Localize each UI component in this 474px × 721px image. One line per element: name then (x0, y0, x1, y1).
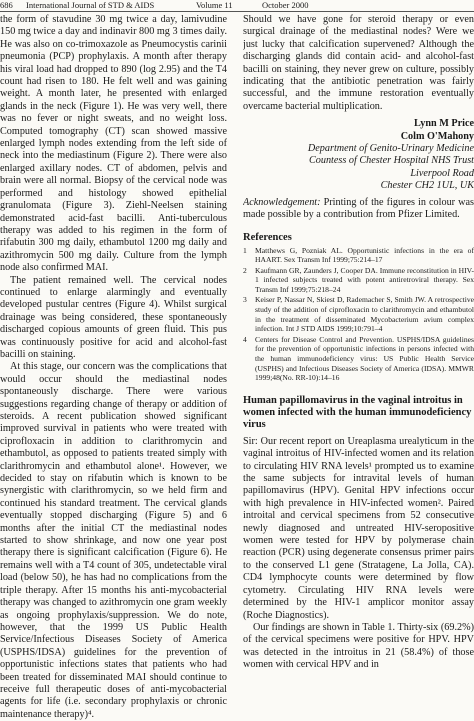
article-title: Human papillomavirus in the vaginal introitus in women infected with the human immunodeficiency virus (243, 394, 472, 430)
reference-item (243, 295, 474, 333)
reference-item (243, 335, 474, 383)
reference-number: 4 (243, 334, 247, 344)
reference-text: Kaufmann GR, Zaunders J, Cooper DA. Immune reconstitution in HIV-1 infected subjects treated with potent antiretroviral therapy. Sex Transm Inf 1999;75:218–24 (255, 265, 474, 294)
author-hospital: Countess of Chester Hospital NHS Trust (308, 155, 474, 167)
acknowledgement (243, 197, 474, 222)
author-department: Department of Genito-Urinary Medicine (307, 143, 474, 155)
author-street: Liverpool Road (410, 167, 474, 179)
case-paragraph-3: At this stage, our concern was the complications that would occur should the mediastinal nodes spontaneously discharge. There were various suggestions regarding change of therapy or addition of steroids. A recent publication showed significant improved survival in patients who were treated with ciprofloxacin in addition to clarithromycin and ethambutol, as opposed to patients treated simply with clarithromycin and ethambutol alone¹. However, we decided to stay on rifabutin which is known to be synergistic with clarithromycin, so we held firm and continued his standard treatment. The cervical glands eventually stopped discharging (Figure 5) and 6 months after the initial CT the mediastinal nodes started to show shrinkage, and now one year post therapy there is significant calcification (Figure 6). He remains well with a T4 count of 305, undetectable viral load (below 50), he has had no complications from the triple therapy. After 15 months his anti-mycobacterial therapy was changed to azithromycin one gram weekly as ongoing prophylaxis/suppression. We do note, however, that the 1999 US Public Health Service/Infectious Diseases Society of America (USPHS/IDSA) guidelines for the prevention of opportunistic infections states that patients who had been treated for disseminated MAI should continue to receive full therapeutic doses of anti-mycobacterial agents for life (i.e. secondary prophylaxis or chronic maintenance therapy)⁴. (0, 361, 227, 720)
reference-list (243, 246, 474, 383)
volume-number: Volume 11 (196, 0, 233, 10)
reference-text: Keiser P, Nassar N, Skiest D, Rademacher S, Smith JW. A retrospective study of the addition of ciprofloxacin to clarithromycin and ethambutol in the treatment of disseminated Mycobacterium avium complex infection. Int J STD AIDS 1999;10:791–4 (255, 295, 474, 334)
header-rule (0, 11, 474, 12)
case-paragraph-2: The patient remained well. The cervical nodes continued to enlarge alarmingly and eventually developed pustular centres (Figure 4). Whilst surgical drainage was being considered, these spontaneously discharged copious amounts of green fluid. This pus was continuously positive for acid and alcohol-fast bacilli on staining. (0, 274, 227, 360)
author-signature (243, 118, 474, 192)
discussion-paragraph: Should we have gone for steroid therapy or even surgical drainage of the mediastinal nodes? Were we just lucky that calcification supervened? Although the discharging glands did contain acid- and alcohol-fast bacilli on staining, they never grew on culture, possibly indicating that the antibiotic penetration was fairly successful, and the immune restoration eventually overcame bacterial multiplication. (243, 14, 474, 112)
acknowledgement-text: Printing of the figures in colour was made possible by a contribution from Pfizer Limited. (243, 196, 474, 221)
acknowledgement-label: Acknowledgement: (243, 196, 321, 208)
reference-item (243, 266, 474, 295)
page-number: 686 (0, 0, 13, 10)
author-name-price: Lynn M Price (414, 118, 474, 130)
journal-name: International Journal of STD & AIDS (26, 0, 155, 10)
author-city: Chester CH2 1UL, UK (380, 180, 474, 192)
case-paragraph-1: the form of stavudine 30 mg twice a day, lamivudine 150 mg twice a day and indinavir 800 mg 3 times daily. He was also on co-trimoxazole as Pneumocystis carinii pneumonia (PCP) prophylaxis. A month after therapy his viral load had dropped to 890 (log 2.95) and the T4 count had risen to 180. He felt well and was gaining weight. A month later, he presented with enlarged glands in the neck (Figure 1). He was very well, there was no fever or night sweats, and no weight loss. Computed tomography (CT) scan showed massive enlarged lymph nodes extending from the left side of neck into the mediastinum (Figure 2). There were also enlarged axillary nodes. CT of abdomen, pelvis and brain were all normal. Biopsy of the cervical node was performed and histology showed epithelial granulomata (Figure 3). Ziehl-Neelsen staining demonstrated acid-fast bacilli. Anti-tuberculous therapy was added to his regimen in the form of rifabutin 300 mg daily, ethambutol 1200 mg daily and azithromycin 500 mg daily. Culture from the lymph node also confirmed MAI. (0, 14, 227, 274)
reference-number: 1 (243, 245, 247, 255)
left-column (0, 14, 227, 721)
findings-paragraph: Our findings are shown in Table 1. Thirty-six (69.2%) of the cervical specimens were positive for HPV. HPV was detected in the introitus in 21 (58.4%) of those women with cervical HPV and in (243, 621, 474, 671)
right-column (243, 14, 474, 672)
references-heading: References (243, 231, 292, 243)
issue-date: October 2000 (262, 0, 309, 10)
reference-text: Centers for Disease Control and Prevention. USPHS/IDSA guidelines for the prevention of opportunistic infections in persons infected with the human immunodeficiency virus: US Public Health Service (USPHS) and Infectious Diseases Society of America (IDSA). MMWR 1999;48(No. RR-10):14–16 (255, 334, 474, 383)
reference-number: 2 (243, 265, 247, 275)
reference-text: Matthews G, Pozniak AL. Opportunistic infections in the era of HAART. Sex Transm Inf 1999;75:214–17 (255, 245, 474, 265)
reference-number: 3 (243, 295, 247, 305)
letter-paragraph: Sir: Our recent report on Ureaplasma urealyticum in the vaginal introitus of HIV-infected women and its relation to circulating HIV RNA levels¹ prompted us to examine the same subjects for intravital levels of human papillomavirus (HPV). Genital HPV infections occur with high prevalence in HIV-infected women². Paired introital and cervical specimens from 52 consecutive newly diagnosed and untreated HIV-seropositive women were tested for HPV by polymerase chain reaction (PCR) using degenerate consensus primer pairs to the conserved L1 gene (Stratagene, La Jolla, CA). CD4 lymphocyte counts were determined by flow cytometry. Circulating HIV RNA levels were determined by the HIV-1 amplicor monitor assay (Roche Diagnostics). (243, 435, 474, 621)
author-name-omahony: Colm O'Mahony (400, 130, 474, 142)
reference-item (243, 246, 474, 265)
